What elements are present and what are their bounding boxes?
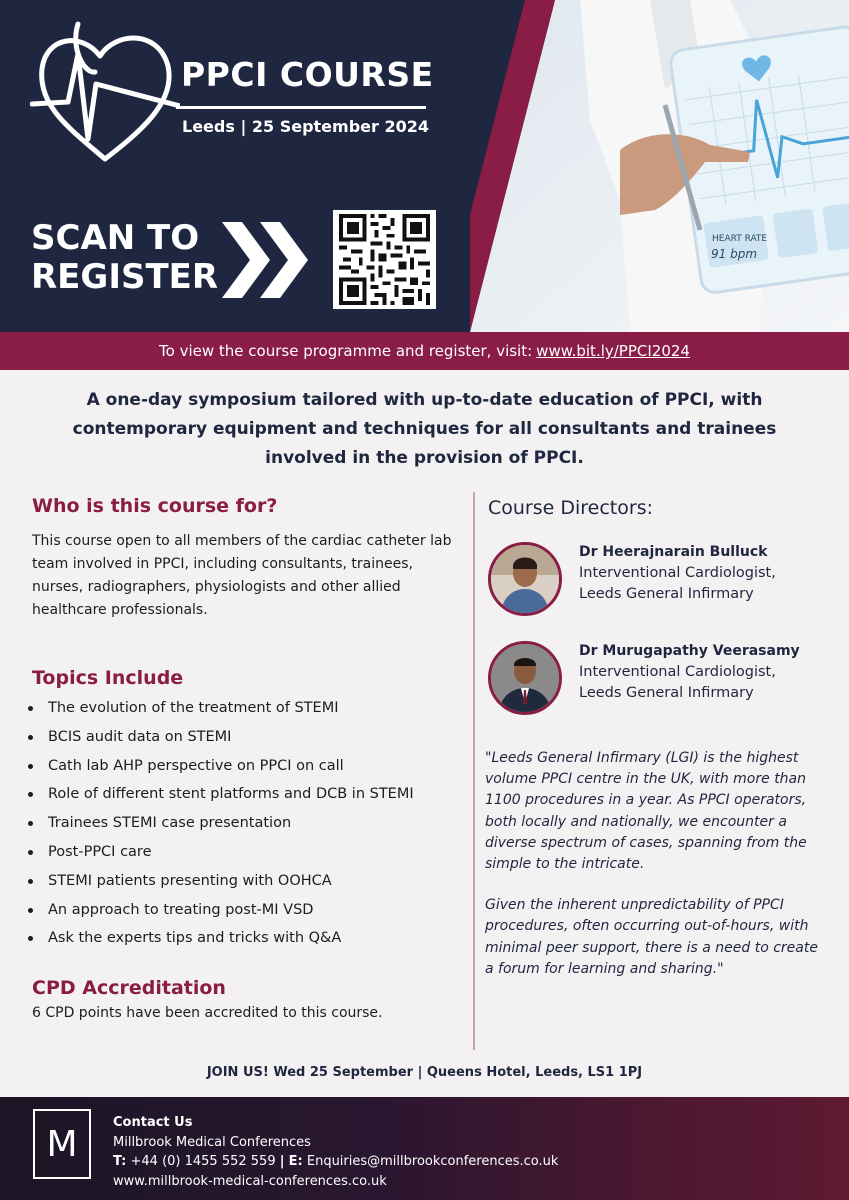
topic-text: STEMI patients presenting with OOHCA — [48, 872, 332, 889]
who-body: This course open to all members of the cardiac catheter lab team involved in PPCI, including consultants, trainees, nurses, radiographers, physiologists and other allied healthcare professionals. — [32, 533, 452, 618]
topic-text: Role of different stent platforms and DCB in STEMI — [48, 786, 414, 803]
list-item — [22, 780, 462, 809]
topic-text: An approach to treating post-MI VSD — [48, 901, 314, 918]
bullet-icon — [28, 879, 33, 884]
bullet-icon — [28, 706, 33, 711]
director-org: Leeds General Infirmary — [579, 685, 754, 701]
join-us-line: JOIN US! Wed 25 September | Queens Hotel, Leeds, LS1 1PJ — [206, 1065, 643, 1080]
bullet-icon — [28, 792, 33, 797]
website-link[interactable]: www.millbrook-medical-conferences.co.uk — [113, 1173, 387, 1189]
director-info — [579, 542, 776, 605]
bullet-icon — [28, 936, 33, 941]
register-link[interactable]: www.bit.ly/PPCI2024 — [536, 342, 690, 360]
contact-line — [113, 1152, 558, 1172]
qr-code[interactable] — [333, 210, 436, 309]
directors-heading: Course Directors: — [488, 497, 653, 519]
director-name: Dr Heerajnarain Bulluck — [579, 544, 768, 560]
title-rule — [176, 106, 426, 109]
millbrook-logo: M — [33, 1109, 91, 1179]
doctor-tablet-photo — [470, 0, 849, 332]
bullet-icon — [28, 764, 33, 769]
bullet-icon — [28, 908, 33, 913]
list-item — [22, 694, 462, 723]
list-item — [22, 924, 462, 953]
director-org: Leeds General Infirmary — [579, 586, 754, 602]
list-item — [22, 723, 462, 752]
scan-line-2: REGISTER — [31, 257, 219, 297]
email-label: E: — [288, 1154, 303, 1169]
contact-block — [113, 1113, 558, 1191]
list-item — [22, 809, 462, 838]
quote-paragraph-1: "Leeds General Infirmary (LGI) is the highest volume PPCI centre in the UK, with more than 1100 procedures in a year. As PPCI operators, both locally and nationally, we encounter a diverse spectrum of cases, spanning from the simple to the intricate. — [485, 750, 807, 873]
cpd-heading: CPD Accreditation — [32, 977, 226, 999]
topic-text: Ask the experts tips and tricks with Q&A — [48, 930, 342, 947]
list-item — [22, 896, 462, 925]
director-role: Interventional Cardiologist, — [579, 664, 776, 680]
list-item — [22, 752, 462, 781]
director-quote — [485, 748, 820, 1000]
company-name: Millbrook Medical Conferences — [113, 1134, 311, 1150]
director-info — [579, 641, 800, 704]
scan-line-1: SCAN TO — [31, 218, 200, 258]
scan-to-register — [31, 219, 218, 297]
double-chevron-right-icon — [222, 222, 308, 298]
person-photo-icon — [491, 545, 559, 613]
bullet-icon — [28, 821, 33, 826]
list-item — [22, 867, 462, 896]
topic-text: The evolution of the treatment of STEMI — [48, 700, 339, 716]
list-item — [22, 838, 462, 867]
column-divider — [473, 492, 475, 1050]
email-address[interactable]: Enquiries@millbrookconferences.co.uk — [306, 1154, 559, 1169]
director-card — [488, 641, 833, 725]
topics-heading: Topics Include — [32, 667, 184, 689]
who-heading: Who is this course for? — [32, 495, 278, 517]
person-photo-icon — [491, 644, 559, 712]
contact-heading: Contact Us — [113, 1115, 193, 1130]
avatar — [488, 641, 562, 715]
register-text: To view the course programme and register, visit: — [159, 342, 533, 360]
bullet-icon — [28, 850, 33, 855]
course-date-location: Leeds | 25 September 2024 — [182, 117, 429, 136]
separator: | — [279, 1154, 285, 1169]
cpd-body: 6 CPD points have been accredited to this course. — [32, 1005, 383, 1021]
topics-list — [22, 694, 462, 953]
heart-logo-icon — [30, 14, 180, 166]
director-card — [488, 542, 833, 626]
tel-label: T: — [113, 1154, 127, 1169]
intro-statement: A one-day symposium tailored with up-to-date education of PPCI, with contemporary equipment and techniques for all consultants and trainees involved in the provision of PPCI. — [72, 390, 777, 468]
register-band — [0, 332, 849, 370]
director-role: Interventional Cardiologist, — [579, 565, 776, 581]
director-name: Dr Murugapathy Veerasamy — [579, 643, 800, 659]
heart-rate-value: 91 bpm — [711, 247, 758, 261]
phone-number[interactable]: +44 (0) 1455 552 559 — [130, 1154, 276, 1169]
course-title: PPCI COURSE — [181, 55, 434, 94]
heart-rate-label: HEART RATE — [712, 234, 768, 244]
footer — [0, 1097, 849, 1200]
bullet-icon — [28, 735, 33, 740]
topic-text: BCIS audit data on STEMI — [48, 728, 232, 745]
avatar — [488, 542, 562, 616]
topic-text: Cath lab AHP perspective on PPCI on call — [48, 757, 344, 774]
header-banner — [0, 0, 849, 332]
topic-text: Trainees STEMI case presentation — [48, 815, 292, 832]
topic-text: Post-PPCI care — [48, 843, 152, 860]
quote-paragraph-2: Given the inherent unpredictability of PPCI procedures, often occurring out-of-hours, with minimal peer support, there is a need to create a forum for learning and sharing." — [485, 897, 818, 977]
